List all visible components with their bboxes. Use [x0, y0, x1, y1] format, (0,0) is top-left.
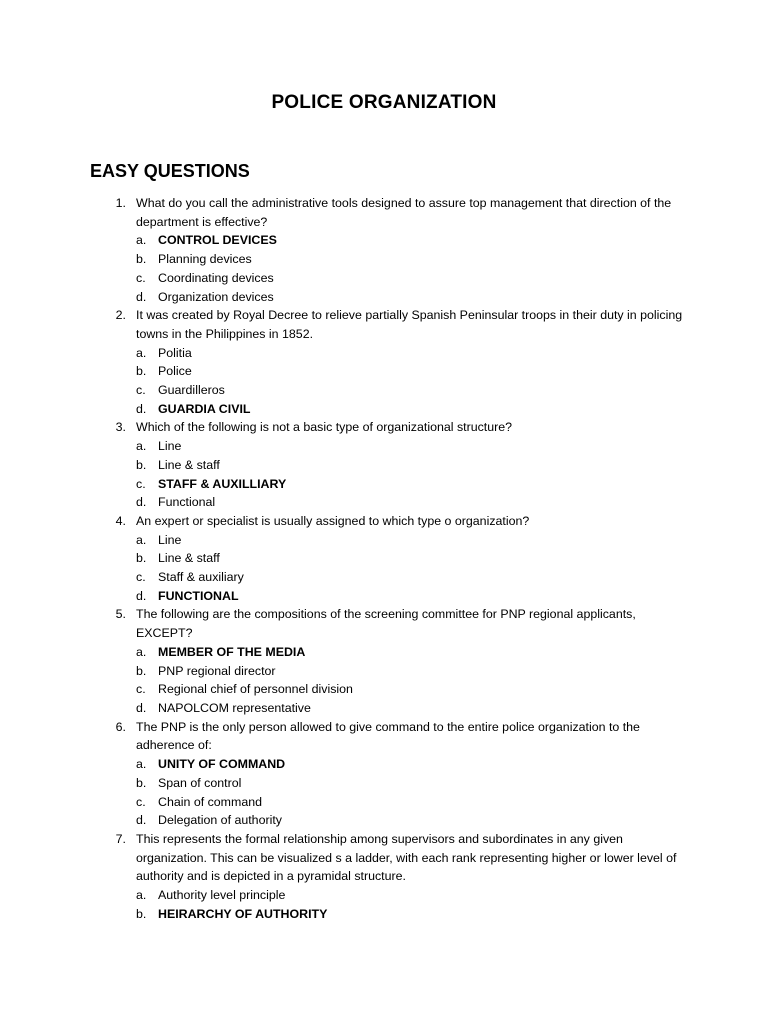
option-letter: a.	[136, 888, 147, 903]
option-letter: c.	[136, 383, 146, 398]
question-text: The PNP is the only person allowed to give command to the entire police organization to the adherence of:	[136, 719, 640, 753]
option-item	[136, 811, 688, 830]
option-text: Line	[158, 439, 182, 454]
question-item	[108, 718, 688, 830]
option-text: Authority level principle	[158, 888, 286, 903]
section-heading: EASY QUESTIONS	[90, 161, 250, 181]
option-letter: d.	[136, 588, 147, 603]
option-letter: d.	[136, 700, 147, 715]
option-text: Politia	[158, 345, 192, 360]
question-list	[108, 194, 688, 923]
option-text: Functional	[158, 495, 216, 510]
option-item	[136, 456, 688, 475]
option-item	[136, 774, 688, 793]
option-text: Planning devices	[158, 252, 252, 267]
option-item	[136, 662, 688, 681]
question-text: It was created by Royal Decree to relieve partially Spanish Peninsular troops in their duty in policing towns in the Philippines in 1852.	[136, 308, 683, 341]
option-item	[136, 793, 688, 812]
option-text: UNITY OF COMMAND	[158, 757, 286, 772]
option-item	[136, 493, 688, 512]
option-text: Line & staff	[158, 457, 220, 472]
answer-option	[136, 231, 688, 250]
question-text: What do you call the administrative tools designed to assure top management that direction of the department is effective?	[136, 196, 672, 229]
option-letter: a.	[136, 233, 147, 248]
option-item	[136, 680, 688, 699]
question-number: 5.	[115, 607, 126, 622]
option-text: Line & staff	[158, 551, 220, 566]
option-letter: c.	[136, 570, 146, 585]
option-text: Chain of command	[158, 794, 262, 809]
answer-option	[136, 905, 688, 924]
option-text: Staff & auxiliary	[158, 570, 244, 585]
answer-option	[136, 400, 688, 419]
option-text: Coordinating devices	[158, 270, 274, 285]
option-item	[136, 437, 688, 456]
question-number: 2.	[115, 308, 126, 323]
option-text: Span of control	[158, 775, 242, 790]
option-text: Regional chief of personnel division	[158, 682, 353, 697]
option-item	[136, 886, 688, 905]
option-item	[136, 362, 688, 381]
question-number: 1.	[115, 196, 126, 210]
question-number: 7.	[115, 831, 126, 846]
option-letter: b.	[136, 551, 147, 566]
option-text: Delegation of authority	[158, 813, 282, 828]
option-letter: d.	[136, 813, 147, 828]
option-text: MEMBER OF THE MEDIA	[158, 644, 306, 659]
option-letter: c.	[136, 476, 146, 491]
option-letter: c.	[136, 682, 146, 697]
option-text: Organization devices	[158, 289, 274, 304]
option-text: NAPOLCOM representative	[158, 700, 311, 715]
option-text: GUARDIA CIVIL	[158, 401, 251, 416]
option-letter: a.	[136, 532, 147, 547]
option-letter: d.	[136, 289, 147, 304]
answer-option	[136, 755, 688, 774]
option-letter: c.	[136, 794, 146, 809]
option-text: FUNCTIONAL	[158, 588, 239, 603]
option-text: Police	[158, 364, 192, 379]
question-text: This represents the formal relationship among supervisors and subordinates in any given organization. This can be visualized s a ladder, with each rank representing higher or lower level of authority and is depicted in a pyramidal structure.	[136, 831, 677, 884]
question-number: 3.	[115, 420, 126, 435]
option-letter: a.	[136, 644, 147, 659]
answer-option	[136, 643, 688, 662]
option-item	[136, 288, 688, 307]
option-letter: b.	[136, 663, 147, 678]
option-text: Guardilleros	[158, 383, 225, 398]
option-item	[136, 531, 688, 550]
option-text: CONTROL DEVICES	[158, 233, 277, 248]
option-letter: b.	[136, 906, 147, 921]
answer-option	[136, 475, 688, 494]
option-letter: c.	[136, 270, 146, 285]
question-text: Which of the following is not a basic type of organizational structure?	[136, 420, 513, 435]
question-item	[108, 512, 688, 606]
option-letter: b.	[136, 775, 147, 790]
option-letter: a.	[136, 345, 147, 360]
question-text: The following are the compositions of the screening committee for PNP regional applicants, EXCEPT?	[136, 607, 636, 641]
question-item	[108, 306, 688, 418]
option-item	[136, 250, 688, 269]
option-letter: b.	[136, 364, 147, 379]
option-item	[136, 381, 688, 400]
option-letter: b.	[136, 252, 147, 267]
option-item	[136, 344, 688, 363]
option-letter: d.	[136, 495, 147, 510]
question-item	[108, 194, 688, 306]
question-item	[108, 605, 688, 717]
page-title: POLICE ORGANIZATION	[271, 92, 497, 113]
option-item	[136, 568, 688, 587]
question-number: 6.	[115, 719, 126, 734]
option-item	[136, 549, 688, 568]
option-item	[136, 699, 688, 718]
option-letter: b.	[136, 457, 147, 472]
question-item	[108, 418, 688, 512]
answer-option	[136, 587, 688, 606]
option-text: PNP regional director	[158, 663, 276, 678]
option-letter: a.	[136, 439, 147, 454]
option-text: STAFF & AUXILLIARY	[158, 476, 287, 491]
option-text: HEIRARCHY OF AUTHORITY	[158, 906, 328, 921]
option-letter: a.	[136, 757, 147, 772]
option-item	[136, 269, 688, 288]
option-letter: d.	[136, 401, 147, 416]
option-text: Line	[158, 532, 182, 547]
question-item	[108, 830, 688, 924]
question-number: 4.	[115, 513, 126, 528]
question-text: An expert or specialist is usually assigned to which type o organization?	[136, 513, 530, 528]
